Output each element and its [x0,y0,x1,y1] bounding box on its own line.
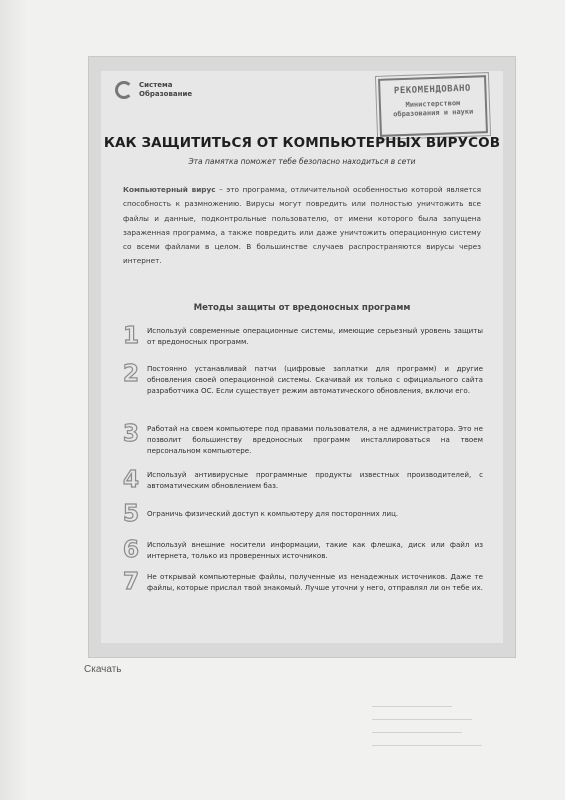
intro-lead: Компьютерный вирус [123,185,216,194]
memo-sheet [88,56,516,658]
method-text: Используй антивирусные программные продукты известных производителей, с автоматическим обновлением баз. [147,470,483,490]
method-text: Ограничь физический доступ к компьютеру для посторонних лиц. [147,509,399,518]
number-icon: 2 [123,361,140,387]
stamp-line-1: РЕКОМЕНДОВАНО [393,83,472,97]
method-text: Не открывай компьютерные файлы, полученные из ненадежных источников. Даже те файлы, которые прислал твой знакомый. Лучше уточни у него, отправлял ли он тебе их. [147,572,483,592]
number-icon: 6 [123,537,140,563]
method-item [123,571,483,594]
memo-subtitle: Эта памятка поможет тебе безопасно находиться в сети [188,157,416,166]
method-item [123,423,483,456]
intro-text: – это программа, отличительной особенностью которой является способность к размножению. Вирусы могут повредить или полностью уничтожить все файлы и данные, подконтрольные пользователю, от имени которого была запущена зараженная программа, а также повредить или даже уничтожить операционную систему со всеми файлами в целом. В большинстве случаев распространяются вирусы через интернет. [123,185,481,266]
logo-text: Система Образование [139,81,193,98]
logo [115,81,199,99]
method-item [123,539,483,562]
recommended-stamp [378,75,488,137]
method-text: Постоянно устанавливай патчи (цифровые заплатки для программ) и другие обновления своей операционной системы. Скачивай их только с официального сайта разработчика ОС. Если существует режим автоматического обновления, включи его. [147,364,483,395]
bleed-through-marks [372,706,492,752]
download-link[interactable]: Скачать [84,664,122,675]
intro-paragraph [123,183,481,269]
memo-title: КАК ЗАЩИТИТЬСЯ ОТ КОМПЬЮТЕРНЫХ ВИРУСОВ [103,135,501,151]
number-icon: 4 [123,467,140,493]
method-item [123,469,483,492]
memo-content [101,71,503,643]
logo-icon [115,81,133,99]
method-item [123,325,483,348]
method-item [123,363,483,396]
number-icon: 1 [123,323,140,349]
method-text: Используй современные операционные системы, имеющие серьезный уровень защиты от вредоносных программ. [147,326,483,346]
method-item [123,503,483,525]
method-text: Работай на своем компьютере под правами пользователя, а не администратора. Это не позволит большинству вредоносных программ инсталлироваться на твоем персональном компьютере. [147,424,483,455]
section-title: Методы защиты от вредоносных программ [193,303,411,313]
method-text: Используй внешние носители информации, такие как флешка, диск или файл из интернета, только из проверенных источников. [147,540,483,560]
number-icon: 7 [123,569,140,595]
number-icon: 3 [123,421,140,447]
stamp-line-2: Министерством образования и науки [393,99,474,119]
scan-shadow [0,0,28,800]
number-icon: 5 [123,501,140,527]
